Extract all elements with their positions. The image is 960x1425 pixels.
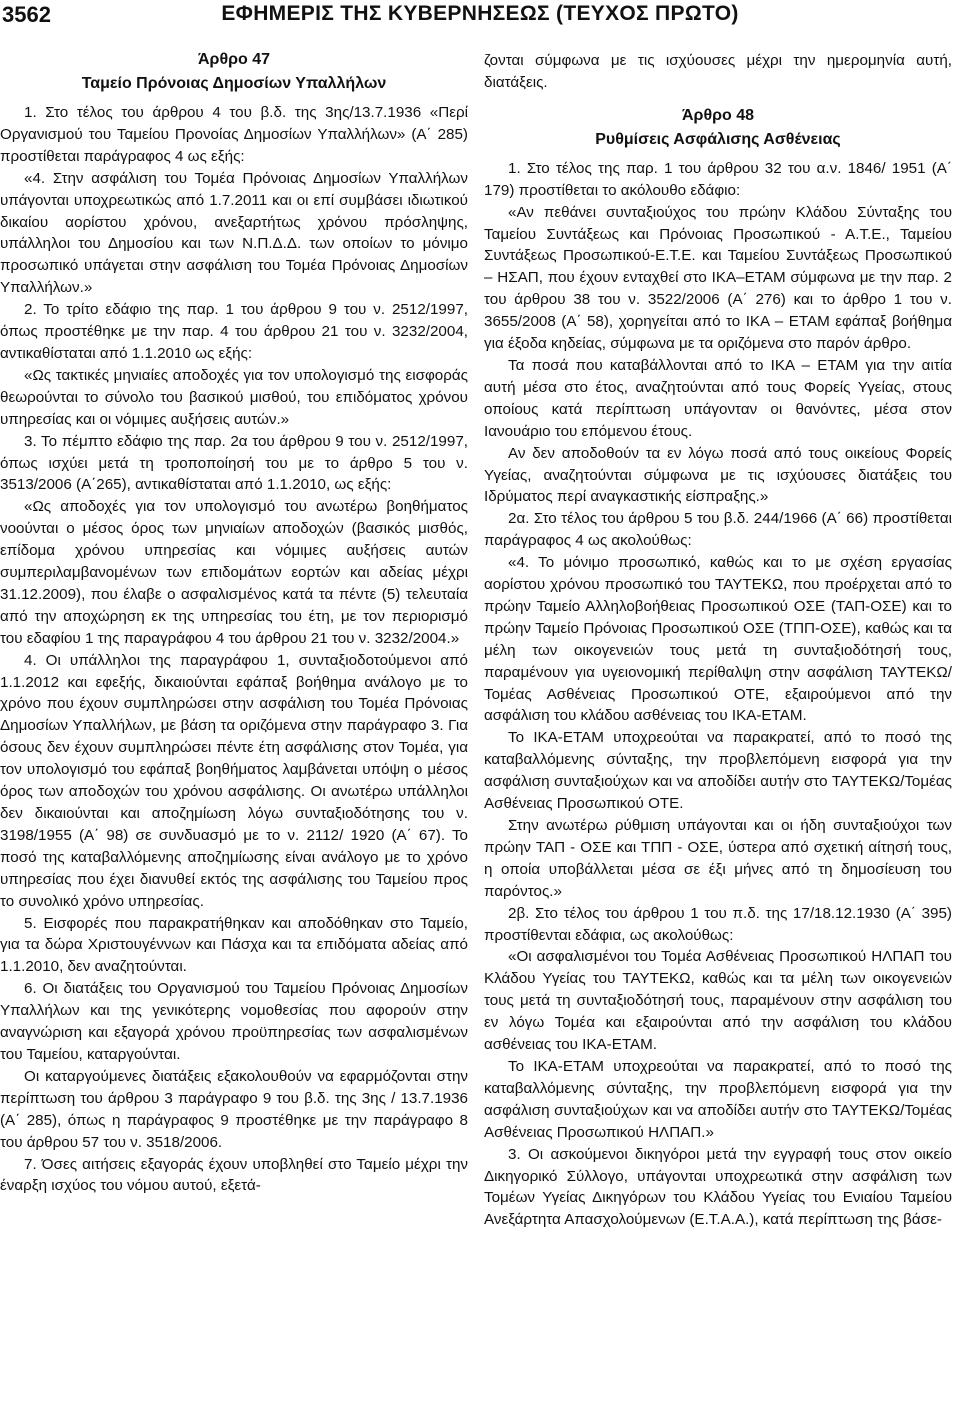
- paragraph: «Αν πεθάνει συνταξιούχος του πρώην Κλάδου Σύνταξης του Ταμείου Συντάξεως και Πρόνοιας Προσωπικού - Α.Τ.Ε., Ταμείου Συντάξεως Προσωπικού-Ε.Τ.Ε. και Ταμείου Συντάξεως Προσωπικού – ΗΣΑΠ, που έχουν ενταχθεί στο ΙΚΑ–ΕΤΑΜ σύμφωνα με την παρ. 2 του άρθρου 38 του ν. 3522/2006 (Α΄ 276) και το άρθρο 1 του ν. 3655/2008 (Α΄ 58), χορηγείται από το ΙΚΑ – ΕΤΑΜ εφάπαξ βοήθημα για έξοδα κηδείας, σύμφωνα με τα οριζόμενα στο παρόν άρθρο.: [484, 203, 952, 353]
- paragraph: 6. Οι διατάξεις του Οργανισμού του Ταμείου Πρόνοιας Δημοσίων Υπαλλήλων και της γενικότερης νομοθεσίας που αφορούν στην αναγνώριση και εξαγορά χρόνου προϋπηρεσίας των ασφαλισμένων του Ταμείου, καταργούνται.: [0, 980, 468, 1063]
- paragraph: 4. Οι υπάλληλοι της παραγράφου 1, συνταξιοδοτούμενοι από 1.1.2012 και εφεξής, δικαιούνται εφάπαξ βοήθημα ανάλογο με το χρόνο που έχουν συμπληρώσει στην ασφάλιση του Τομέα Πρόνοιας Δημοσίων Υπαλλήλων, με βάση τα οριζόμενα στην παράγραφο 3. Για όσους δεν έχουν συμπληρώσει πέντε έτη ασφάλισης στον Τομέα, για τον υπολογισμό του εφάπαξ βοηθήματος λαμβάνεται υπόψη ο μέσος όρος των αποδοχών του χρόνου ασφάλισης. Οι ανωτέρω υπάλληλοι δεν δικαιούνται και αποζημίωση λόγω συνταξιοδότησης του ν. 3198/1955 (Α΄ 98) σε συνδυασμό με το ν. 2112/ 1920 (Α΄ 67). Το ποσό της καταβαλλόμενης αποζημίωσης είναι ανάλογο με το χρόνο υπηρεσίας που έχει διανυθεί εκτός της ασφάλισης του Ταμείου προς το συνολικό χρόνο υπηρεσίας.: [0, 651, 468, 910]
- paragraph: «4. Στην ασφάλιση του Τομέα Πρόνοιας Δημοσίων Υπαλλήλων υπάγονται υποχρεωτικώς από 1.7.2011 και οι επί συμβάσει ιδιωτικού δικαίου αορίστου χρόνου, ανεξαρτήτως χρόνου πρόσληψης, υπάλληλοι του Δημοσίου και των Ν.Π.Δ.Δ. των οποίων το μόνιμο προσωπικό υπάγεται στην ασφάλιση του Τομέα Πρόνοιας Δημοσίων Υπαλλήλων.»: [0, 169, 468, 297]
- paragraph: Τα ποσά που καταβάλλονται από το ΙΚΑ – ΕΤΑΜ για την αιτία αυτή μέσα στο έτος, αναζητούνται από τους Φορείς Υγείας, στους οποίους κατά περίπτωση υπάγονταν οι θανόντες, μέσα στον Ιανουάριο του επόμενου έτους.: [484, 356, 952, 440]
- paragraph: 7. Όσες αιτήσεις εξαγοράς έχουν υποβληθεί στο Ταμείο μέχρι την έναρξη ισχύος του νόμου αυτού, εξετά-: [0, 1155, 468, 1195]
- article-47-subtitle: Ταμείο Πρόνοιας Δημοσίων Υπαλλήλων: [81, 75, 387, 92]
- page-header: [0, 0, 960, 32]
- left-column: [0, 48, 468, 1197]
- paragraph: «Ως τακτικές μηνιαίες αποδοχές για τον υπολογισμό της εισφοράς θεωρούνται το σύνολο του βασικού μισθού, του επιδόματος χρόνου υπηρεσίας και οι νόμιμες αυξήσεις αυτών.»: [0, 366, 468, 428]
- paragraph: Στην ανωτέρω ρύθμιση υπάγονται και οι ήδη συνταξιούχοι των πρώην ΤΑΠ - ΟΣΕ και ΤΠΠ - ΟΣΕ, ύστερα από σχετική αίτησή τους, η οποία υποβάλλεται μέσα σε έξι μήνες από τη δημοσίευση του παρόντος.»: [484, 817, 952, 900]
- paragraph: Το ΙΚΑ-ΕΤΑΜ υποχρεούται να παρακρατεί, από το ποσό της καταβαλλόμενης σύνταξης, την προβλεπόμενη εισφορά για την ασφάλιση συνταξιούχων και να αποδίδει αυτήν στο ΤΑΥΤΕΚΩ/Τομέας Ασθένειας Προσωπικού ΗΛΠΑΠ.»: [484, 1057, 952, 1141]
- paragraph: Αν δεν αποδοθούν τα εν λόγω ποσά από τους οικείους Φορείς Υγείας, αναζητούνται σύμφωνα με τις ισχύουσες διατάξεις του Ιδρύματος περί αναγκαστικής είσπραξης.»: [484, 444, 952, 506]
- continued-paragraph: ζονται σύμφωνα με τις ισχύουσες μέχρι την ημερομηνία αυτή, διατάξεις.: [484, 52, 952, 91]
- paragraph: Οι καταργούμενες διατάξεις εξακολουθούν να εφαρμόζονται στην περίπτωση του άρθρου 3 παράγραφο 9 του β.δ. της 3ης / 13.7.1936 (Α΄ 285), όπως η παράγραφος 9 προστέθηκε με την παράγραφο 8 του άρθρου 57 του ν. 3518/2006.: [0, 1067, 468, 1151]
- paragraph: 3. Οι ασκούμενοι δικηγόροι μετά την εγγραφή τους στον οικείο Δικηγορικό Σύλλογο, υπάγονται υποχρεωτικά στην ασφάλιση των Τομέων Υγείας Δικηγόρων του Κλάδου Υγείας του Ενιαίου Ταμείου Ανεξάρτητα Απασχολούμενων (Ε.Τ.Α.Α.), κατά περίπτωση της βάσε-: [484, 1145, 952, 1229]
- paragraph: «Ως αποδοχές για τον υπολογισμό του ανωτέρω βοηθήματος νοούνται ο μέσος όρος των μηνιαίων αποδοχών (βασικός μισθός, επίδομα χρόνου υπηρεσίας και νόμιμες αυξήσεις αυτών συμπεριλαμβανομένων των επιδομάτων εορτών και αδείας μέχρι 31.12.2009), που έλαβε ο ασφαλισμένος κατά τα πέντε (5) τελευταία από την αποχώρηση εκ της υπηρεσίας του έτη, με τον περιορισμό του εδαφίου 1 της παραγράφου 4 του άρθρου 21 του ν. 3232/2004.»: [0, 498, 468, 647]
- article-47-title: Άρθρο 47: [197, 51, 270, 68]
- right-column: [484, 50, 952, 1231]
- article-48-subtitle: Ρυθμίσεις Ασφάλισης Ασθένειας: [595, 130, 841, 148]
- paragraph: 2β. Στο τέλος του άρθρου 1 του π.δ. της 17/18.12.1930 (Α΄ 395) προστίθενται εδάφια, ως ακολούθως:: [484, 904, 952, 944]
- paragraph: 2. Το τρίτο εδάφιο της παρ. 1 του άρθρου 9 του ν. 2512/1997, όπως προστέθηκε με την παρ. 4 του άρθρου 21 του ν. 3232/2004, αντικαθίσταται από 1.1.2010 ως εξής:: [0, 301, 468, 362]
- paragraph: 1. Στο τέλος της παρ. 1 του άρθρου 32 του α.ν. 1846/ 1951 (Α΄ 179) προστίθεται το ακόλουθο εδάφιο:: [484, 159, 952, 199]
- paragraph: Το ΙΚΑ-ΕΤΑΜ υποχρεούται να παρακρατεί, από το ποσό της καταβαλλόμενης σύνταξης, την προβλεπόμενη εισφορά για την ασφάλιση συνταξιούχων και να αποδίδει αυτήν στο ΤΑΥΤΕΚΩ/Τομέας Ασθένειας Προσωπικού ΟΤΕ.: [484, 729, 952, 813]
- paragraph: 5. Εισφορές που παρακρατήθηκαν και αποδόθηκαν στο Ταμείο, για τα δώρα Χριστουγέννων και Πάσχα και τα επιδόματα αδείας από 1.1.2010, δεν αναζητούνται.: [0, 914, 468, 976]
- paragraph: 3. Το πέμπτο εδάφιο της παρ. 2α του άρθρου 9 του ν. 2512/1997, όπως ισχύει μετά τη τροποποίησή του με το άρθρο 5 του ν. 3513/2006 (Α΄265), αντικαθίσταται από 1.1.2010, ως εξής:: [0, 432, 468, 494]
- article-48-title: Άρθρο 48: [681, 106, 754, 124]
- paragraph: 1. Στο τέλος του άρθρου 4 του β.δ. της 3ης/13.7.1936 «Περί Οργανισμού του Ταμείου Προνοίας Δημοσίων Υπαλλήλων» (Α΄ 285) προστίθεται παράγραφος 4 ως εξής:: [0, 104, 468, 165]
- journal-title: ΕΦΗΜΕΡΙΣ ΤΗΣ ΚΥΒΕΡΝΗΣΕΩΣ (ΤΕΥΧΟΣ ΠΡΩΤΟ): [221, 2, 739, 25]
- paragraph: 2α. Στο τέλος του άρθρου 5 του β.δ. 244/1966 (Α΄ 66) προστίθεται παράγραφος 4 ως ακολούθως:: [484, 510, 952, 550]
- paragraph: «4. Το μόνιμο προσωπικό, καθώς και το με σχέση εργασίας αορίστου χρόνου προσωπικό του ΤΑΥΤΕΚΩ, που προέρχεται από το πρώην Ταμείο Αλληλοβοήθειας Προσωπικού ΟΣΕ (ΤΑΠ-ΟΣΕ) και το πρώην Ταμείο Πρόνοιας Προσωπικού ΟΣΕ (ΤΠΠ-ΟΣΕ), καθώς και τα μέλη των οικογενειών τους μετά τη συνταξιοδότησή τους, παραμένουν για υγειονομική περίθαλψη στην ασφάλιση ΤΑΥΤΕΚΩ/Τομέας Ασθένειας Προσωπικού ΟΤΕ, εξαιρούμενοι από την ασφάλιση του κλάδου ασθένειας του ΙΚΑ-ΕΤΑΜ.: [484, 554, 952, 725]
- page-number: 3562: [2, 2, 51, 27]
- paragraph: «Οι ασφαλισμένοι του Τομέα Ασθένειας Προσωπικού ΗΛΠΑΠ του Κλάδου Υγείας του ΤΑΥΤΕΚΩ, καθώς και τα μέλη των οικογενειών τους μετά τη συνταξιοδότησή τους, παραμένουν στην ασφάλιση του εν λόγω Τομέα και εξαιρούνται από την ασφάλιση του κλάδου ασθένειας του ΙΚΑ-ΕΤΑΜ.: [484, 948, 952, 1054]
